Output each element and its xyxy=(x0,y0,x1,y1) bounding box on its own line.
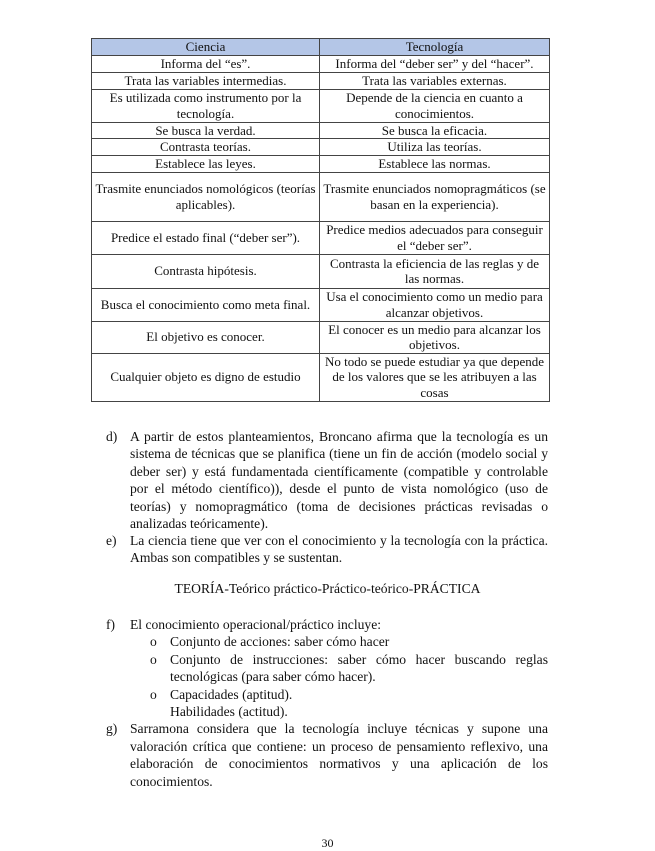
table-row xyxy=(92,172,550,221)
section-heading: TEORÍA-Teórico práctico-Práctico-teórico-PRÁCTICA xyxy=(174,581,481,596)
cell-tecnologia: Predice medios adecuados para conseguir el “deber ser”. xyxy=(320,221,550,254)
cell-tecnologia: Contrasta la eficiencia de las reglas y de las normas. xyxy=(320,254,550,288)
sub-item-continuation: Habilidades (actitud). xyxy=(170,704,288,720)
cell-ciencia: Trata las variables intermedias. xyxy=(92,72,320,89)
header-tecnologia: Tecnología xyxy=(320,39,550,56)
bullet-icon: o xyxy=(150,686,157,702)
table-row xyxy=(92,56,550,73)
table-header-row xyxy=(92,39,550,56)
cell-ciencia: Contrasta teorías. xyxy=(92,139,320,156)
list-item-g xyxy=(106,720,548,790)
cell-ciencia: El objetivo es conocer. xyxy=(92,321,320,353)
sub-item xyxy=(106,651,548,686)
table-row xyxy=(92,353,550,401)
cell-tecnologia: El conocer es un medio para alcanzar los objetivos. xyxy=(320,321,550,353)
cell-ciencia: Se busca la verdad. xyxy=(92,122,320,139)
table-row xyxy=(92,72,550,89)
table-row xyxy=(92,221,550,254)
table-row xyxy=(92,139,550,156)
item-label: d) xyxy=(106,429,118,444)
table-row xyxy=(92,288,550,321)
cell-ciencia: Cualquier objeto es digno de estudio xyxy=(92,353,320,401)
comparison-table xyxy=(91,38,550,402)
cell-tecnologia: Informa del “deber ser” y del “hacer”. xyxy=(320,56,550,73)
cell-tecnologia: No todo se puede estudiar ya que depende de los valores que se les atribuyen a las cosas xyxy=(320,353,550,401)
cell-tecnologia: Usa el conocimiento como un medio para alcanzar objetivos. xyxy=(320,288,550,321)
item-text: La ciencia tiene que ver con el conocimiento y la tecnología con la práctica. Ambas son compatibles y se sustentan. xyxy=(130,533,548,566)
table-row xyxy=(92,155,550,172)
list-item-e xyxy=(106,532,548,567)
bullet-icon: o xyxy=(150,634,157,650)
item-text: A partir de estos planteamientos, Broncano afirma que la tecnología es un sistema de técnicas que se planifica (tiene un fin de acción (modelo social y deber ser) y está fundamentada científicamente (compatible y controlable por el método científico)), desde el punto de vista nomológico (uso de teorías) y nomopragmático (toma de decisiones prácticas revisadas o analizadas teóricamente). xyxy=(130,429,548,532)
cell-tecnologia: Trasmite enunciados nomopragmáticos (se basan en la experiencia). xyxy=(320,172,550,221)
table-row xyxy=(92,89,550,122)
cell-ciencia: Trasmite enunciados nomológicos (teorías aplicables). xyxy=(92,172,320,221)
cell-tecnologia: Utiliza las teorías. xyxy=(320,139,550,156)
header-ciencia: Ciencia xyxy=(92,39,320,56)
sub-item xyxy=(106,686,548,703)
item-label: e) xyxy=(106,533,117,548)
sub-item-text: Capacidades (aptitud). xyxy=(170,686,293,702)
cell-tecnologia: Establece las normas. xyxy=(320,155,550,172)
list-item-f xyxy=(106,616,548,790)
sub-item xyxy=(106,633,548,650)
cell-tecnologia: Se busca la eficacia. xyxy=(320,122,550,139)
cell-ciencia: Establece las leyes. xyxy=(92,155,320,172)
cell-tecnologia: Trata las variables externas. xyxy=(320,72,550,89)
sub-item-text: Conjunto de acciones: saber cómo hacer xyxy=(170,634,390,650)
cell-ciencia: Predice el estado final (“deber ser”). xyxy=(92,221,320,254)
item-label: g) xyxy=(106,721,118,737)
page-number: 30 xyxy=(321,836,334,850)
table-row xyxy=(92,254,550,288)
sub-item-text: Conjunto de instrucciones: saber cómo hacer buscando reglas tecnológicas (para saber cómo hacer). xyxy=(170,651,548,685)
item-text: Sarramona considera que la tecnología incluye técnicas y supone una valoración crítica que contiene: un proceso de pensamiento reflexivo, una elaboración de conocimientos normativos y una aplicación de los conocimientos. xyxy=(130,721,548,789)
cell-ciencia: Informa del “es”. xyxy=(92,56,320,73)
list-item-d xyxy=(106,428,548,532)
table-row xyxy=(92,321,550,353)
item-text: El conocimiento operacional/práctico incluye: xyxy=(130,617,382,632)
cell-tecnologia: Depende de la ciencia en cuanto a conocimientos. xyxy=(320,89,550,122)
table-row xyxy=(92,122,550,139)
cell-ciencia: Es utilizada como instrumento por la tecnología. xyxy=(92,89,320,122)
cell-ciencia: Contrasta hipótesis. xyxy=(92,254,320,288)
item-label: f) xyxy=(106,617,116,632)
bullet-icon: o xyxy=(150,651,157,667)
cell-ciencia: Busca el conocimiento como meta final. xyxy=(92,288,320,321)
